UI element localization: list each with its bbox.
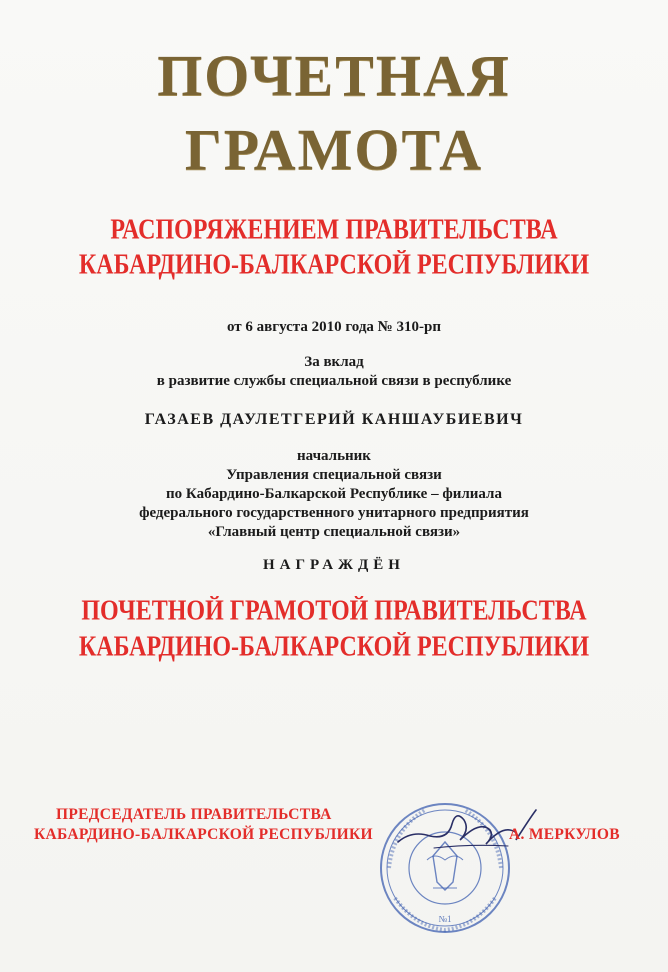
certificate-title-line2: ГРАМОТА [184, 117, 484, 182]
award-line1: ПОЧЕТНОЙ ГРАМОТОЙ ПРАВИТЕЛЬСТВА [81, 596, 587, 627]
recipient-name: ГАЗАЕВ ДАУЛЕТГЕРИЙ КАНШАУБИЕВИЧ [144, 411, 524, 428]
position-line4: федерального государственного унитарного предприятия [139, 505, 529, 521]
decree-date: от 6 августа 2010 года № 310-рп [227, 319, 441, 335]
reason-line2: в развитие службы специальной связи в республике [156, 373, 512, 389]
award-line2: КАБАРДИНО-БАЛКАРСКОЙ РЕСПУБЛИКИ [78, 632, 590, 663]
position-line5: «Главный центр специальной связи» [207, 524, 461, 540]
signatory-title-line2: КАБАРДИНО-БАЛКАРСКОЙ РЕСПУБЛИКИ [34, 826, 373, 843]
awarded-label: НАГРАЖДЁН [263, 557, 405, 573]
decree-heading-line1: РАСПОРЯЖЕНИЕМ ПРАВИТЕЛЬСТВА [110, 215, 558, 246]
position-line1: начальник [297, 448, 371, 464]
position-line3: по Кабардино-Балкарской Республике – филиала [166, 486, 502, 502]
decree-heading-line2: КАБАРДИНО-БАЛКАРСКОЙ РЕСПУБЛИКИ [78, 250, 590, 281]
seal-number: №1 [438, 914, 452, 924]
signatory-title-line1: ПРЕДСЕДАТЕЛЬ ПРАВИТЕЛЬСТВА [56, 806, 332, 823]
signatory-name: А. МЕРКУЛОВ [509, 826, 620, 843]
reason-line1: За вклад [304, 354, 364, 370]
position-line2: Управления специальной связи [226, 467, 442, 483]
certificate-title-line1: ПОЧЕТНАЯ [157, 43, 511, 108]
